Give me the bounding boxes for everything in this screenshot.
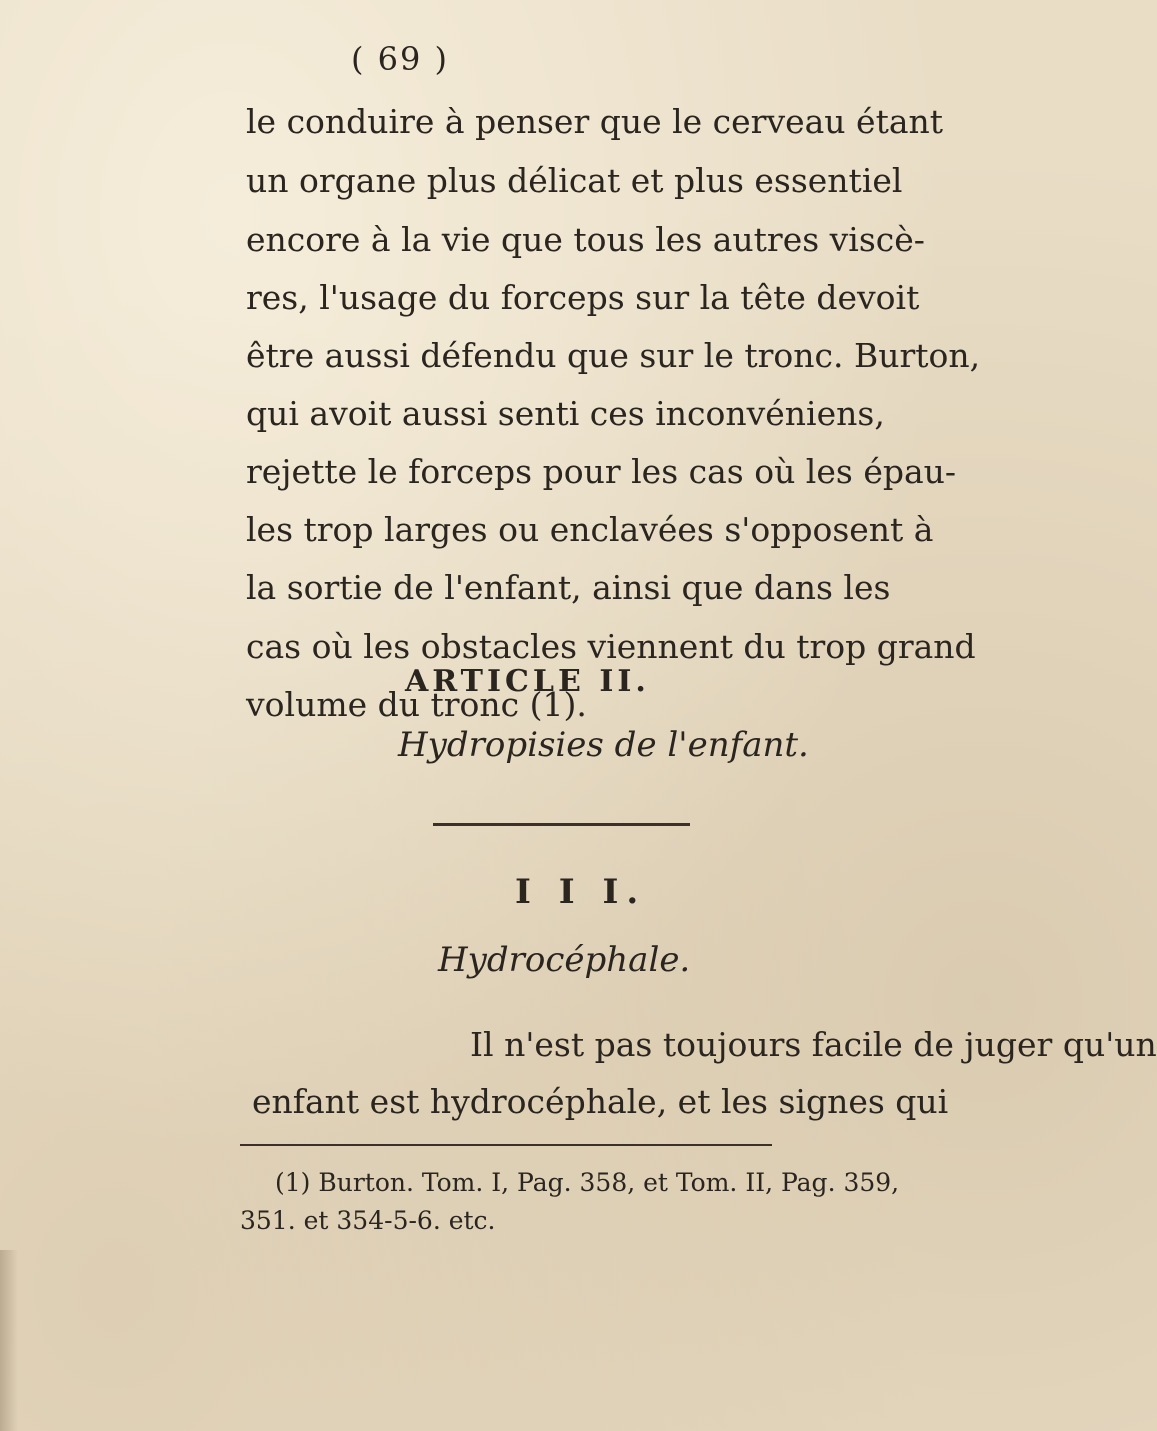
text-line: enfant est hydrocéphale, et les signes qui — [252, 1082, 949, 1121]
text-line: la sortie de l'enfant, ainsi que dans les — [246, 568, 891, 607]
text-line: Il n'est pas toujours facile de juger qu'un — [470, 1025, 1157, 1064]
text-line: cas où les obstacles viennent du trop grand — [246, 627, 976, 666]
text-line: les trop larges ou enclavées s'opposent à — [246, 510, 934, 549]
text-line: res, l'usage du forceps sur la tête devoit — [246, 278, 920, 317]
footnote-divider — [240, 1144, 772, 1146]
text-line: encore à la vie que tous les autres viscè- — [246, 220, 925, 259]
article-title: Hydropisies de l'enfant. — [398, 725, 809, 765]
text-line: être aussi défendu que sur le tronc. Burton, — [246, 336, 981, 375]
section-number: I I I. — [515, 872, 647, 912]
text-line: le conduire à penser que le cerveau étant — [246, 102, 944, 141]
text-line: un organe plus délicat et plus essentiel — [246, 161, 903, 200]
page-number: ( 69 ) — [350, 40, 450, 78]
section-title: Hydrocéphale. — [438, 940, 691, 980]
footnote-line: 351. et 354-5-6. etc. — [240, 1206, 496, 1235]
text-line: volume du tronc (1). — [246, 685, 587, 724]
page-edge-shadow — [0, 1250, 18, 1431]
article-heading: ARTICLE II. — [405, 664, 650, 699]
text-line: qui avoit aussi senti ces inconvéniens, — [246, 394, 885, 433]
text-line: rejette le forceps pour les cas où les épau- — [246, 452, 957, 491]
section-divider — [433, 823, 690, 826]
footnote-line: (1) Burton. Tom. I, Pag. 358, et Tom. II, Pag. 359, — [275, 1168, 900, 1197]
